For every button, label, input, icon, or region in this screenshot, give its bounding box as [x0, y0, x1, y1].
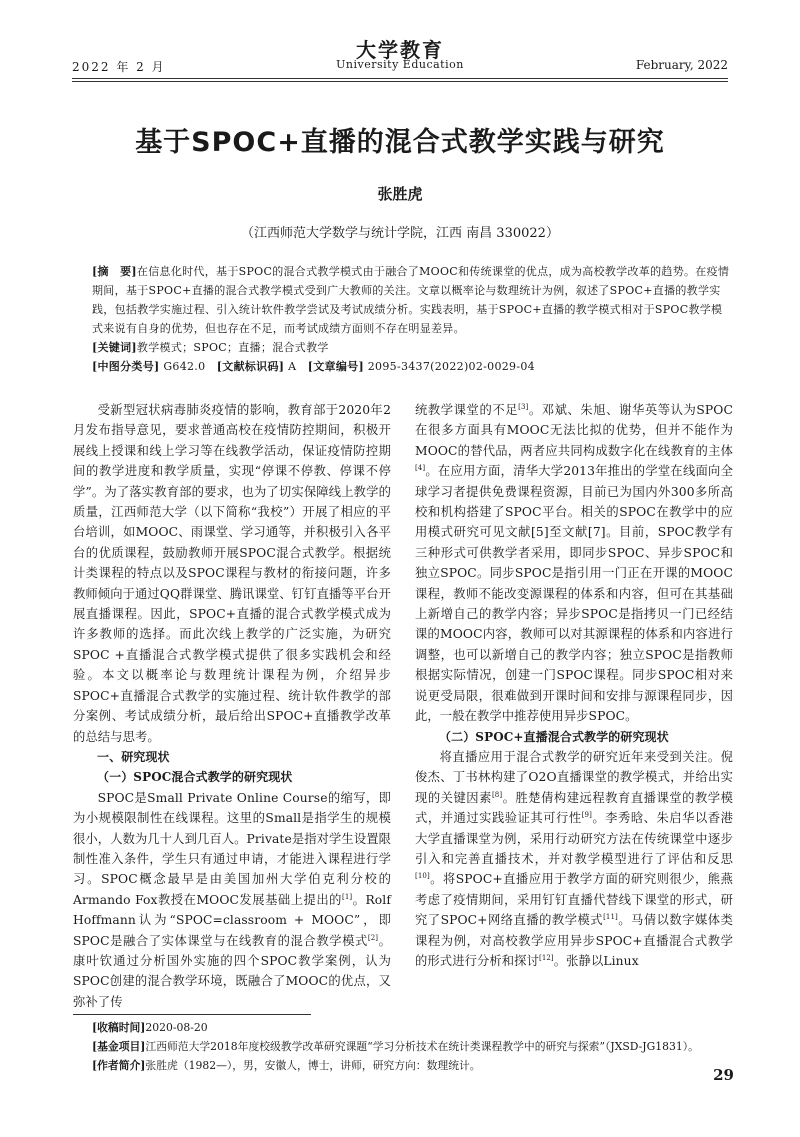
body-column-right [415, 400, 733, 971]
keywords-label: [关键词] [92, 341, 137, 354]
author-bio-text: 张胜虎（1982—），男，安徽人，博士，讲师，研究方向：数理统计。 [145, 1059, 481, 1072]
doc-code-value: A [288, 360, 297, 373]
subsection-heading: （二）SPOC+直播混合式教学的研究现状 [439, 729, 669, 744]
author-bio-label: [作者简介] [92, 1059, 146, 1072]
subsection-heading: （一）SPOC混合式教学的研究现状 [97, 770, 293, 785]
fund-text: 江西师范大学2018年度校级教学改革研究课题“学习分析技术在统计类课程教学中的研究与探索”（JXSD-JG1831）。 [145, 1040, 699, 1053]
text-run: 统教学课堂的不足 [415, 403, 519, 417]
text-run: SPOC是Small Private Online Course的缩写，即为小规模限制性在线课程。这里的Small是指学生的规模很小，人数为几十人到几百人。Private是指对学生设置限制性准入条件，学生只有通过申请，才能进入课程进行学习。SPOC概念最早是由美国加州大学伯克利分校的Armando Fox教授在MOOC发展基础上提出的 [73, 790, 392, 907]
text-run: 。邓斌、朱旭、谢华英等认为SPOC在很多方面具有MOOC无法比拟的优势，但并不能作为MOOC的替代品，两者应共同构成数字化在线教育的主体 [415, 403, 733, 458]
doc-code-label: [文献标识码] [216, 360, 285, 373]
abstract [92, 262, 732, 338]
citation-ref: [9] [581, 811, 592, 820]
live-paragraph [415, 747, 733, 971]
citation-ref: [3] [518, 402, 529, 411]
text-run: 。Rolf Hoffmann认为“SPOC=classroom + MOOC”，即SPOC是融合了实体课堂与在线教育的混合教学模式 [73, 892, 391, 948]
citation-ref: [11] [603, 913, 618, 922]
keywords-text: 教学模式；SPOC；直播；混合式教学 [136, 341, 329, 354]
text-run: 。张静以Linux [553, 953, 639, 968]
header-rule [72, 78, 728, 79]
text-run: 。李秀晗、朱启华以香港大学直播课堂为例，采用行动研究方法在传统课堂中逐步引入和完善直播技术，并对教学模型进行了评估和反思 [415, 811, 733, 866]
author-affiliation: （江西师范大学数学与统计学院，江西 南昌 330022） [241, 226, 559, 241]
clc-value: G642.0 [163, 360, 206, 373]
journal-logo: 大学教育 [356, 38, 444, 62]
article-no-value: 2095-3437(2022)02-0029-04 [367, 360, 535, 373]
intro-paragraph: 受新型冠状病毒肺炎疫情的影响，教育部于2020年2月发布指导意见，要求普通高校在疫情防控期间，积极开展线上授课和线上学习等在线教学活动，保证疫情防控期间的教学进度和教学质量，实现“停课不停教、停课不停学”。为了落实教育部的要求，也为了切实保障线上教学的质量，江西师范大学（以下简称“我校”）开展了相应的平台培训，如MOOC、雨课堂、学习通等，并积极引入各平台的优质课程，鼓励教师开展SPOC混合式教学。根据统计类课程的特点以及SPOC课程与教材的衔接问题，许多教师倾向于通过QQ群课堂、腾讯课堂、钉钉直播等平台开展直播课程。因此，SPOC+直播的混合式教学模式成为许多教师的选择。而此次线上教学的广泛实施，为研究SPOC +直播混合式教学模式提供了很多实践机会和经验。本文以概率论与数理统计课程为例，介绍异步SPOC+直播混合式教学的实施过程、统计软件教学的部分案例、考试成绩分析，最后给出SPOC+直播教学改革的总结与思考。 [73, 403, 391, 744]
article-author: 张胜虎 [377, 185, 423, 203]
citation-ref: [4] [415, 464, 426, 473]
abstract-block [92, 262, 732, 376]
header-journal-name: University Education [336, 58, 464, 71]
abstract-label: [摘 要] [92, 265, 137, 278]
footnotes [92, 1018, 732, 1075]
section-heading: 一、研究现状 [97, 749, 170, 764]
received-label: [收稿时间] [92, 1021, 146, 1034]
footnote-received [92, 1018, 732, 1037]
footnote-rule [73, 1014, 311, 1015]
header-date-en: February, 2022 [635, 58, 728, 72]
received-date: 2020-08-20 [145, 1021, 208, 1034]
header-rule-thin [72, 81, 728, 82]
page-number: 29 [713, 1066, 734, 1084]
text-run: 。胜楚倩构建远程教育直播课堂的教学模式，并通过实践验证其可行性 [415, 790, 733, 826]
citation-ref: [8] [491, 790, 503, 799]
clc-label: [中图分类号] [92, 360, 160, 373]
abstract-text: 在信息化时代，基于SPOC的混合式教学模式由于融合了MOOC和传统课堂的优点，成为高校教学改革的趋势。在疫情期间，基于SPOC+直播的混合式教学模式受到广大教师的关注。文章以概率论与数理统计为例，叙述了SPOC+直播的教学实践，包括教学实施过程、引入统计软件教学尝试及考试成绩分析。实践表明，基于SPOC+直播的教学模式相对于SPOC教学模式来说有自身的优势，但也存在不足，而考试成绩方面则不存在明显差异。 [92, 265, 730, 335]
citation-ref: [12] [538, 953, 554, 962]
citation-ref: [1] [341, 892, 353, 901]
text-run: 。康叶钦通过分析国外实施的四个SPOC教学案例，认为SPOC创建的混合教学环境，既融合了MOOC的优点，又弥补了传 [73, 933, 391, 1009]
citation-ref: [10] [415, 872, 430, 881]
header-date-cn: 2022 年 2 月 [72, 60, 166, 74]
text-run: 将直播应用于混合式教学的研究近年来受到关注。倪俊杰、丁书林构建了O2O直播课堂的教学模式，并给出实现的关键因素 [415, 749, 733, 805]
text-run: 。将SPOC+直播应用于教学方面的研究则很少，熊燕考虑了疫情期间，采用钉钉直播代替线下课堂的形式，研究了SPOC+网络直播的教学模式 [415, 872, 733, 928]
fund-label: [基金项目] [92, 1040, 146, 1053]
article-no-label: [文章编号] [307, 360, 364, 373]
citation-ref: [2] [367, 933, 379, 942]
body-column-left [73, 400, 391, 1012]
text-run: 。马倩以数字媒体类课程为例，对高校教学应用异步SPOC+直播混合式教学的形式进行分析和探讨 [415, 913, 733, 968]
continued-paragraph [415, 400, 733, 727]
footnote-fund [92, 1037, 732, 1056]
keywords [92, 338, 732, 357]
spoc-paragraph [73, 788, 391, 1012]
article-title: 基于SPOC+直播的混合式教学实践与研究 [135, 127, 665, 158]
text-run: 。在应用方面，清华大学2013年推出的学堂在线面向全球学习者提供免费课程资源，目前已为国内外300多所高校和机构搭建了SPOC平台。相关的SPOC在教学中的应用模式研究可见文献[5]至文献[7]。目前，SPOC教学有三种形式可供教学者采用，即同步SPOC、异步SPOC和独立SPOC。同步SPOC是指引用一门正在开课的MOOC课程，教师不能改变源课程的体系和内容，但可在其基础上新增自己的教学内容；异步SPOC是指拷贝一门已经结课的MOOC内容，教师可以对其源课程的体系和内容进行调整，也可以新增自己的教学内容；独立SPOC是指教师根据实际情况，创建一门SPOC课程。同步SPOC相对来说更受局限，很难做到开课时间和安排与源课程同步，因此，一般在教学中推荐使用异步SPOC。 [415, 464, 733, 724]
classification-line [92, 357, 732, 376]
footnote-author [92, 1056, 732, 1075]
